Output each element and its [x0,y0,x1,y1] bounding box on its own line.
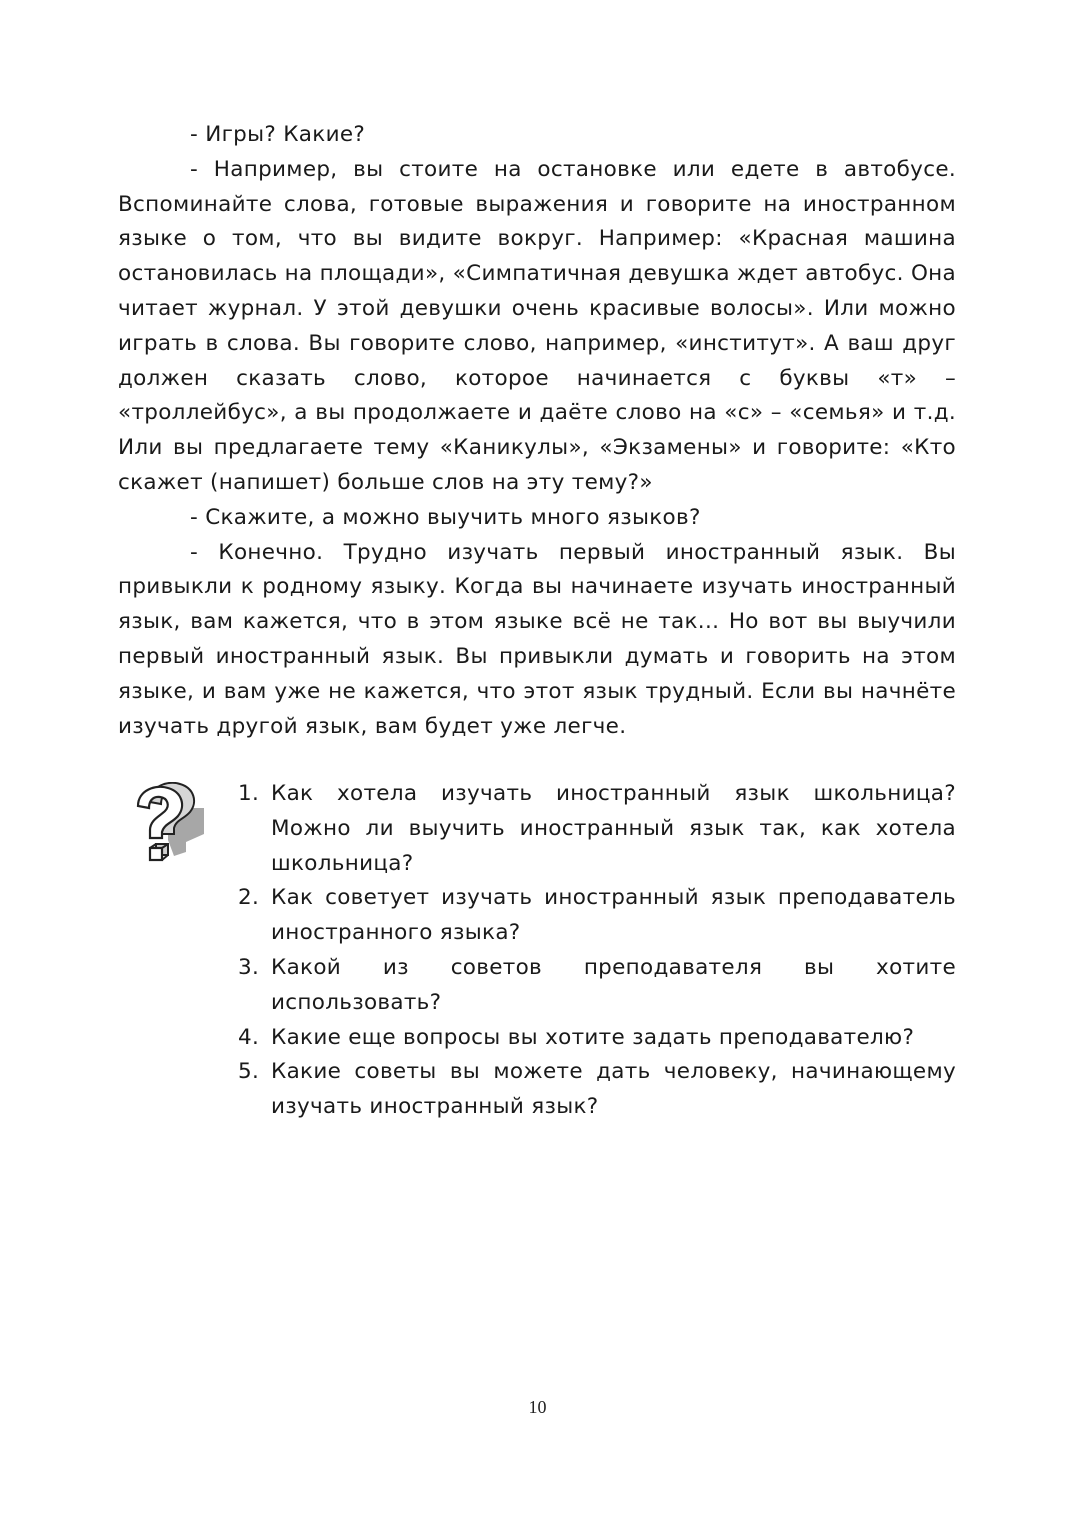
dialogue-line: - Игры? Какие? [190,122,366,147]
question-text: Какие советы вы можете дать человеку, начинающему изучать иностранный язык? [271,1059,956,1120]
page-number: 10 [528,1397,547,1417]
question-item [238,1055,956,1125]
question-number: 4. [238,1024,260,1050]
questions-list [238,777,956,1125]
question-number: 2. [238,885,260,911]
question-text: Какие еще вопросы вы хотите задать преподавателю? [271,1024,915,1050]
question-item [238,951,956,1021]
dialogue-line: - Скажите, а можно выучить много языков? [190,504,701,530]
question-item [238,777,956,881]
question-text: Как советует изучать иностранный язык преподаватель иностранного языка? [271,885,956,946]
question-number: 5. [238,1059,260,1085]
question-number: 3. [238,954,260,980]
question-text: Какой из советов преподавателя вы хотите использовать? [271,954,956,1015]
question-text: Как хотела изучать иностранный язык школьница? Можно ли выучить иностранный язык так, как хотела школьница? [271,781,956,876]
question-item [238,1021,956,1056]
dialogue-line: - Конечно. Трудно изучать первый иностранный язык. Вы привыкли к родному языку. Когда вы начинаете изучать иностранный язык, вам кажется, что в этом языке всё не так... Но вот вы выучили первый иностранный язык. Вы привыкли думать и говорить на этом языке, и вам уже не кажется, что этот язык трудный. Если вы начнёте изучать другой язык, вам будет уже легче. [118,539,956,739]
dialogue-section [118,118,956,744]
dialogue-text [118,118,956,744]
question-item [238,881,956,951]
dialogue-line: - Например, вы стоите на остановке или едете в автобусе. Вспоминайте слова, готовые выражения и говорите на иностранном языке о том, что вы видите вокруг. Например: «Красная машина остановилась на площади», «Симпатичная девушка ждет автобус. Она читает журнал. У этой девушки очень красивые волосы». Или можно играть в слова. Вы говорите слово, например, «институт». А ваш друг должен сказать слово, которое начинается с буквы «т» – «троллейбус», а вы продолжаете и даёте слово на «с» – «семья» и т.д. Или вы предлагаете тему «Каникулы», «Экзамены» и говорите: «Кто скажет (напишет) больше слов на эту тему?» [118,156,956,495]
question-mark-icon [128,782,210,866]
question-number: 1. [238,781,260,806]
